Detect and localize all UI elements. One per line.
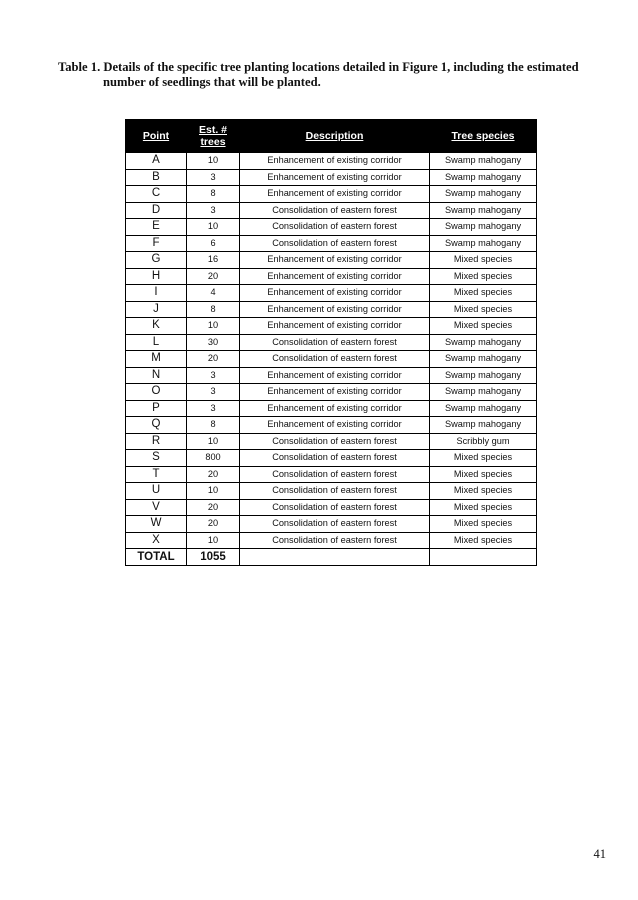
table-body [126, 153, 537, 549]
cell-trees: 10 [187, 532, 240, 549]
cell-point: S [126, 450, 187, 467]
cell-species: Swamp mahogany [430, 351, 537, 368]
cell-point: N [126, 367, 187, 384]
cell-description: Enhancement of existing corridor [240, 417, 430, 434]
cell-point: C [126, 186, 187, 203]
cell-trees: 30 [187, 334, 240, 351]
table-row [126, 516, 537, 533]
cell-description: Enhancement of existing corridor [240, 301, 430, 318]
cell-description: Consolidation of eastern forest [240, 466, 430, 483]
cell-trees: 6 [187, 235, 240, 252]
cell-point: V [126, 499, 187, 516]
cell-trees: 20 [187, 516, 240, 533]
cell-point: M [126, 351, 187, 368]
cell-trees: 3 [187, 400, 240, 417]
cell-species: Mixed species [430, 268, 537, 285]
cell-trees: 10 [187, 433, 240, 450]
table-row [126, 483, 537, 500]
cell-description: Enhancement of existing corridor [240, 169, 430, 186]
table-header-row [126, 120, 537, 153]
cell-description: Consolidation of eastern forest [240, 202, 430, 219]
total-empty-species [430, 549, 537, 566]
cell-trees: 20 [187, 268, 240, 285]
cell-trees: 8 [187, 301, 240, 318]
cell-species: Mixed species [430, 466, 537, 483]
cell-description: Enhancement of existing corridor [240, 367, 430, 384]
cell-trees: 8 [187, 186, 240, 203]
table-row [126, 532, 537, 549]
cell-trees: 800 [187, 450, 240, 467]
table-row [126, 499, 537, 516]
cell-species: Swamp mahogany [430, 367, 537, 384]
caption-line-2: number of seedlings that will be planted. [103, 75, 321, 89]
cell-point: E [126, 219, 187, 236]
cell-description: Consolidation of eastern forest [240, 433, 430, 450]
total-label: TOTAL [126, 549, 187, 566]
table-row [126, 252, 537, 269]
table-row [126, 202, 537, 219]
cell-species: Mixed species [430, 532, 537, 549]
cell-trees: 16 [187, 252, 240, 269]
cell-point: Q [126, 417, 187, 434]
cell-species: Swamp mahogany [430, 334, 537, 351]
cell-species: Mixed species [430, 450, 537, 467]
table-row [126, 235, 537, 252]
cell-point: R [126, 433, 187, 450]
header-point: Point [126, 120, 187, 153]
cell-point: T [126, 466, 187, 483]
cell-description: Consolidation of eastern forest [240, 219, 430, 236]
cell-point: J [126, 301, 187, 318]
table-row [126, 186, 537, 203]
cell-trees: 3 [187, 169, 240, 186]
table-row [126, 153, 537, 170]
cell-species: Mixed species [430, 252, 537, 269]
cell-trees: 10 [187, 318, 240, 335]
cell-species: Mixed species [430, 318, 537, 335]
cell-trees: 3 [187, 202, 240, 219]
table-row [126, 285, 537, 302]
cell-point: I [126, 285, 187, 302]
cell-trees: 20 [187, 499, 240, 516]
cell-species: Swamp mahogany [430, 219, 537, 236]
table-row [126, 433, 537, 450]
cell-description: Consolidation of eastern forest [240, 516, 430, 533]
table-row [126, 384, 537, 401]
table-row [126, 268, 537, 285]
cell-description: Enhancement of existing corridor [240, 186, 430, 203]
table-row [126, 367, 537, 384]
table-row [126, 351, 537, 368]
cell-description: Enhancement of existing corridor [240, 318, 430, 335]
cell-point: U [126, 483, 187, 500]
cell-description: Enhancement of existing corridor [240, 285, 430, 302]
header-species: Tree species [430, 120, 537, 153]
cell-trees: 10 [187, 219, 240, 236]
total-empty-description [240, 549, 430, 566]
cell-trees: 10 [187, 483, 240, 500]
cell-species: Mixed species [430, 285, 537, 302]
cell-species: Swamp mahogany [430, 417, 537, 434]
cell-species: Swamp mahogany [430, 186, 537, 203]
cell-point: B [126, 169, 187, 186]
cell-description: Consolidation of eastern forest [240, 532, 430, 549]
cell-trees: 4 [187, 285, 240, 302]
cell-trees: 3 [187, 384, 240, 401]
cell-trees: 20 [187, 351, 240, 368]
cell-description: Enhancement of existing corridor [240, 400, 430, 417]
cell-species: Swamp mahogany [430, 400, 537, 417]
table-row [126, 318, 537, 335]
total-row [126, 549, 537, 566]
cell-point: G [126, 252, 187, 269]
planting-table [125, 119, 537, 566]
cell-point: A [126, 153, 187, 170]
cell-description: Enhancement of existing corridor [240, 268, 430, 285]
cell-species: Swamp mahogany [430, 153, 537, 170]
cell-point: F [126, 235, 187, 252]
header-trees-line-1: Est. # [198, 124, 227, 136]
cell-point: X [126, 532, 187, 549]
cell-species: Scribbly gum [430, 433, 537, 450]
cell-point: L [126, 334, 187, 351]
cell-species: Swamp mahogany [430, 235, 537, 252]
cell-point: D [126, 202, 187, 219]
cell-description: Enhancement of existing corridor [240, 153, 430, 170]
cell-trees: 3 [187, 367, 240, 384]
cell-point: O [126, 384, 187, 401]
cell-species: Mixed species [430, 499, 537, 516]
cell-trees: 10 [187, 153, 240, 170]
table-row [126, 219, 537, 236]
table-row [126, 301, 537, 318]
cell-point: H [126, 268, 187, 285]
cell-species: Swamp mahogany [430, 384, 537, 401]
cell-point: W [126, 516, 187, 533]
cell-species: Swamp mahogany [430, 169, 537, 186]
cell-description: Consolidation of eastern forest [240, 483, 430, 500]
table-row [126, 450, 537, 467]
header-trees [187, 120, 240, 153]
header-description: Description [240, 120, 430, 153]
cell-description: Consolidation of eastern forest [240, 351, 430, 368]
cell-description: Consolidation of eastern forest [240, 334, 430, 351]
cell-species: Mixed species [430, 301, 537, 318]
cell-description: Consolidation of eastern forest [240, 450, 430, 467]
cell-species: Swamp mahogany [430, 202, 537, 219]
cell-point: K [126, 318, 187, 335]
header-trees-line-2: trees [200, 136, 226, 148]
table-row [126, 417, 537, 434]
cell-description: Consolidation of eastern forest [240, 235, 430, 252]
cell-trees: 20 [187, 466, 240, 483]
cell-species: Mixed species [430, 516, 537, 533]
cell-species: Mixed species [430, 483, 537, 500]
page-number: 41 [593, 847, 606, 861]
cell-trees: 8 [187, 417, 240, 434]
cell-description: Consolidation of eastern forest [240, 499, 430, 516]
table-row [126, 169, 537, 186]
cell-description: Enhancement of existing corridor [240, 252, 430, 269]
caption-line-1: Table 1. Details of the specific tree planting locations detailed in Figure 1, including the estimated [58, 60, 579, 74]
table-row [126, 334, 537, 351]
cell-point: P [126, 400, 187, 417]
total-value: 1055 [187, 549, 240, 566]
table-row [126, 466, 537, 483]
table-caption [58, 60, 618, 90]
cell-description: Enhancement of existing corridor [240, 384, 430, 401]
table-row [126, 400, 537, 417]
